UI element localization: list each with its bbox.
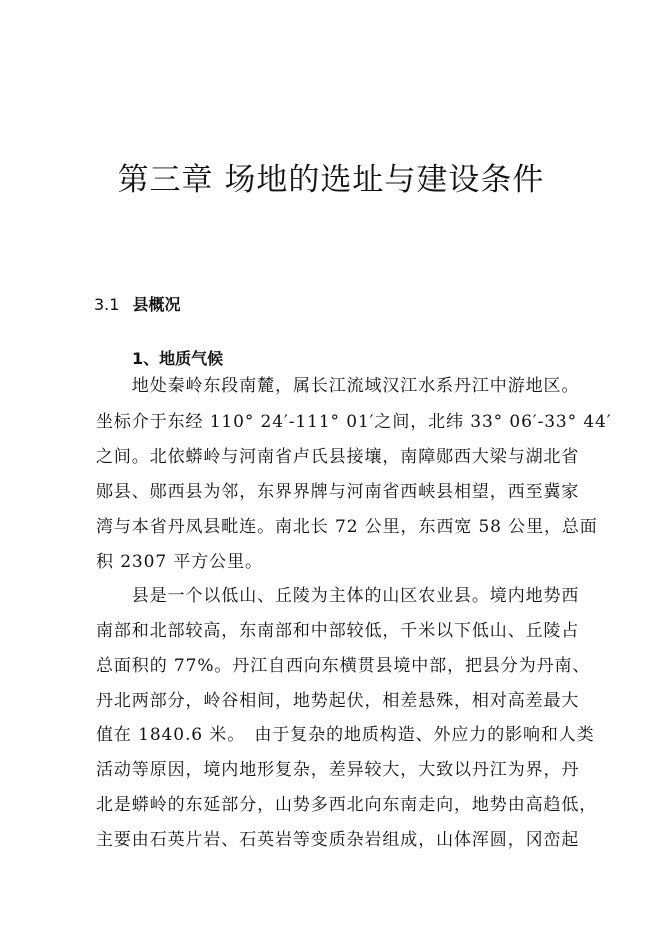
- body-line: 地处秦岭东段南麓，属长江流域汉江水系丹江中游地区。: [96, 376, 580, 396]
- subsection-title: 1、地质气候: [132, 349, 224, 368]
- body-line: 湾与本省丹凤县毗连。南北长 72 公里，东西宽 58 公里，总面: [96, 517, 598, 537]
- body-line: 主要由石英片岩、石英岩等变质杂岩组成，山体浑圆，冈峦起: [96, 830, 580, 850]
- body-line: 活动等原因，境内地形复杂，差异较大，大致以丹江为界，丹: [96, 760, 580, 780]
- body-line: 县是一个以低山、丘陵为主体的山区农业县。境内地势西: [96, 586, 580, 606]
- section-title: 县概况: [132, 295, 181, 314]
- body-line: 之间。北依蟒岭与河南省卢氏县接壤，南障郧西大梁与湖北省: [96, 447, 580, 467]
- body-line: 北是蟒岭的东延部分，山势多西北向东南走向，地势由高趋低，: [96, 795, 598, 815]
- section-number: 3.1: [94, 295, 120, 314]
- body-line: 丹北两部分，岭谷相间，地势起伏，相差悬殊，相对高差最大: [96, 691, 580, 711]
- body-line: 总面积的 77%。丹江自西向东横贯县境中部，把县分为丹南、: [96, 656, 591, 676]
- chapter-title: 第三章 场地的选址与建设条件: [117, 162, 545, 198]
- body-line: 积 2307 平方公里。: [96, 552, 263, 572]
- body-line: 坐标介于东经 110° 24′-111° 01′之间，北纬 33° 06′-33° 44′: [96, 412, 612, 432]
- body-line: 值在 1840.6 米。 由于复杂的地质构造、外应力的影响和人类: [96, 725, 595, 745]
- section-heading: [94, 292, 181, 318]
- body-line: 郧县、郧西县为邻，东界界牌与河南省西峡县相望，西至冀家: [96, 482, 580, 502]
- body-line: 南部和北部较高，东南部和中部较低，千米以下低山、丘陵占: [96, 621, 580, 641]
